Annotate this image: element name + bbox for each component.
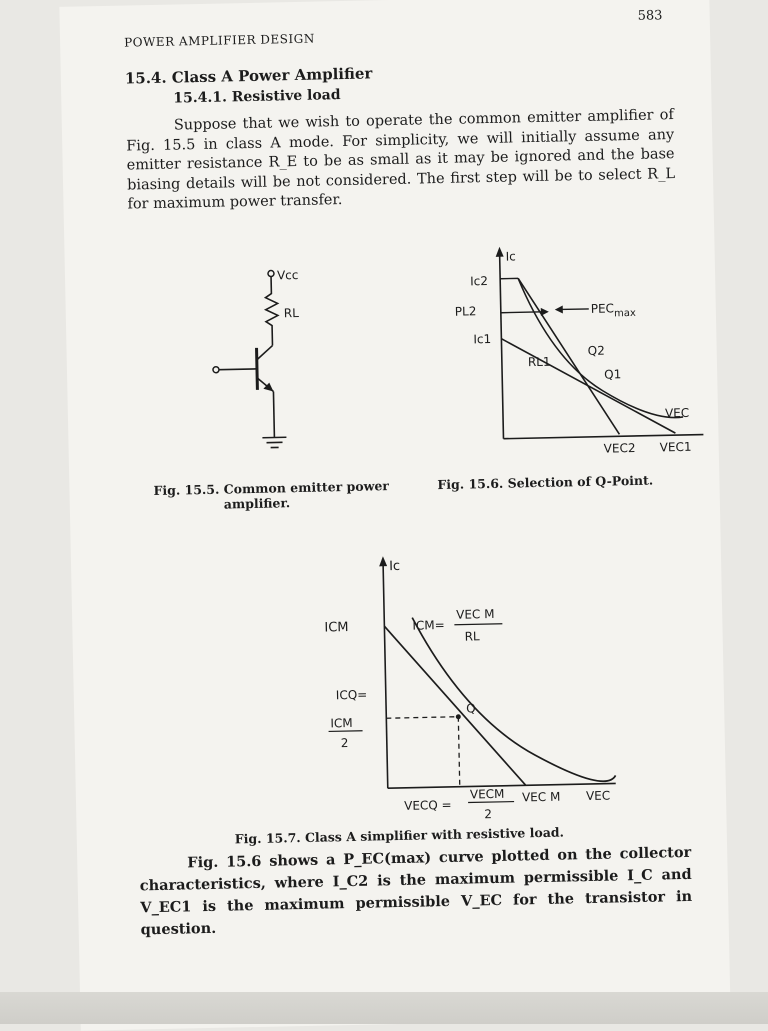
vcc-label: Vcc bbox=[277, 268, 299, 282]
vecq-denominator: 2 bbox=[484, 807, 492, 821]
icm-label: ICM bbox=[324, 620, 348, 636]
y-axis bbox=[383, 562, 388, 788]
power-hyperbola bbox=[412, 613, 615, 785]
scan-bottom-edge bbox=[0, 992, 768, 1024]
icm-numerator: VEC M bbox=[456, 607, 495, 622]
q-point bbox=[456, 714, 461, 719]
pl2-label: PL2 bbox=[455, 304, 477, 318]
intro-paragraph: Suppose that we wish to operate the common emitter amplifier of Fig. 15.5 in class A mode. For simplicity, we will initially assume any emitter resistance R_E to be as small as it may be ignored and the base biasing details will be not considered. The first step will be to select R_L for maximum power transfer. bbox=[126, 106, 676, 215]
vecq-label: VECQ = bbox=[404, 798, 452, 813]
vecq-dashed-line bbox=[458, 717, 459, 787]
ic2-label: Ic2 bbox=[470, 274, 488, 288]
pec-arrow bbox=[555, 305, 563, 313]
ic-axis-label: Ic bbox=[506, 249, 516, 263]
section-title: 15.4. Class A Power Amplifier bbox=[125, 64, 373, 87]
vecm-label: VEC M bbox=[522, 790, 561, 805]
vec-axis-label: VEC bbox=[586, 789, 610, 804]
vec2-label: VEC2 bbox=[604, 441, 636, 456]
subsection-title: 15.4.1. Resistive load bbox=[173, 87, 341, 107]
q2-label: Q2 bbox=[588, 344, 605, 358]
x-axis bbox=[503, 435, 703, 439]
vecq-numerator: VECM bbox=[470, 787, 505, 802]
ic-axis-label: Ic bbox=[389, 559, 400, 574]
book-page bbox=[59, 0, 730, 1031]
icq-denominator: 2 bbox=[341, 736, 349, 750]
pec-label: $PEC_{max}$ bbox=[591, 301, 636, 320]
ic1-label: Ic1 bbox=[473, 332, 491, 346]
icm-eq-label: ICM= bbox=[412, 618, 445, 633]
vec1-label: VEC1 bbox=[660, 440, 692, 455]
icq-numerator: ICM bbox=[330, 716, 353, 730]
page-number: 583 bbox=[638, 8, 663, 24]
icm-denominator: RL bbox=[464, 629, 480, 643]
load-resistor bbox=[265, 276, 278, 345]
q-label: Q bbox=[466, 701, 476, 715]
fig-15-7-chart bbox=[211, 543, 637, 832]
closing-paragraph: Fig. 15.6 shows a P_EC(max) curve plotted on the collector characteristics, where I_C2 is the maximum permissible I_C and V_EC1 is the maximum permissible V_EC for the transistor in question. bbox=[139, 842, 693, 942]
icm-fraction-bar bbox=[454, 624, 502, 625]
vcc-terminal bbox=[268, 270, 274, 276]
input-terminal bbox=[213, 367, 219, 373]
fig-15-6-caption: Fig. 15.6. Selection of Q-Point. bbox=[437, 473, 653, 493]
vecq-fraction-bar bbox=[468, 802, 514, 803]
y-axis bbox=[500, 253, 504, 439]
fig-15-5-caption: Fig. 15.5. Common emitter power amplifier. bbox=[153, 478, 414, 513]
load-line bbox=[384, 623, 525, 788]
icq-fraction-bar bbox=[329, 731, 363, 732]
running-title: POWER AMPLIFIER DESIGN bbox=[124, 32, 315, 50]
rl1-label: RL1 bbox=[528, 355, 551, 369]
fig-15-6-chart bbox=[409, 239, 704, 465]
q1-label: Q1 bbox=[604, 367, 621, 381]
rl-label: RL bbox=[284, 306, 300, 320]
ground-symbol bbox=[262, 437, 286, 438]
fig-15-7-caption: Fig. 15.7. Class A simplifier with resistive load. bbox=[235, 825, 564, 847]
vec-axis-label: VEC bbox=[665, 406, 689, 421]
icq-label: ICQ= bbox=[336, 688, 368, 703]
fig-15-5-circuit bbox=[175, 266, 339, 479]
icq-dashed-line bbox=[386, 717, 458, 719]
